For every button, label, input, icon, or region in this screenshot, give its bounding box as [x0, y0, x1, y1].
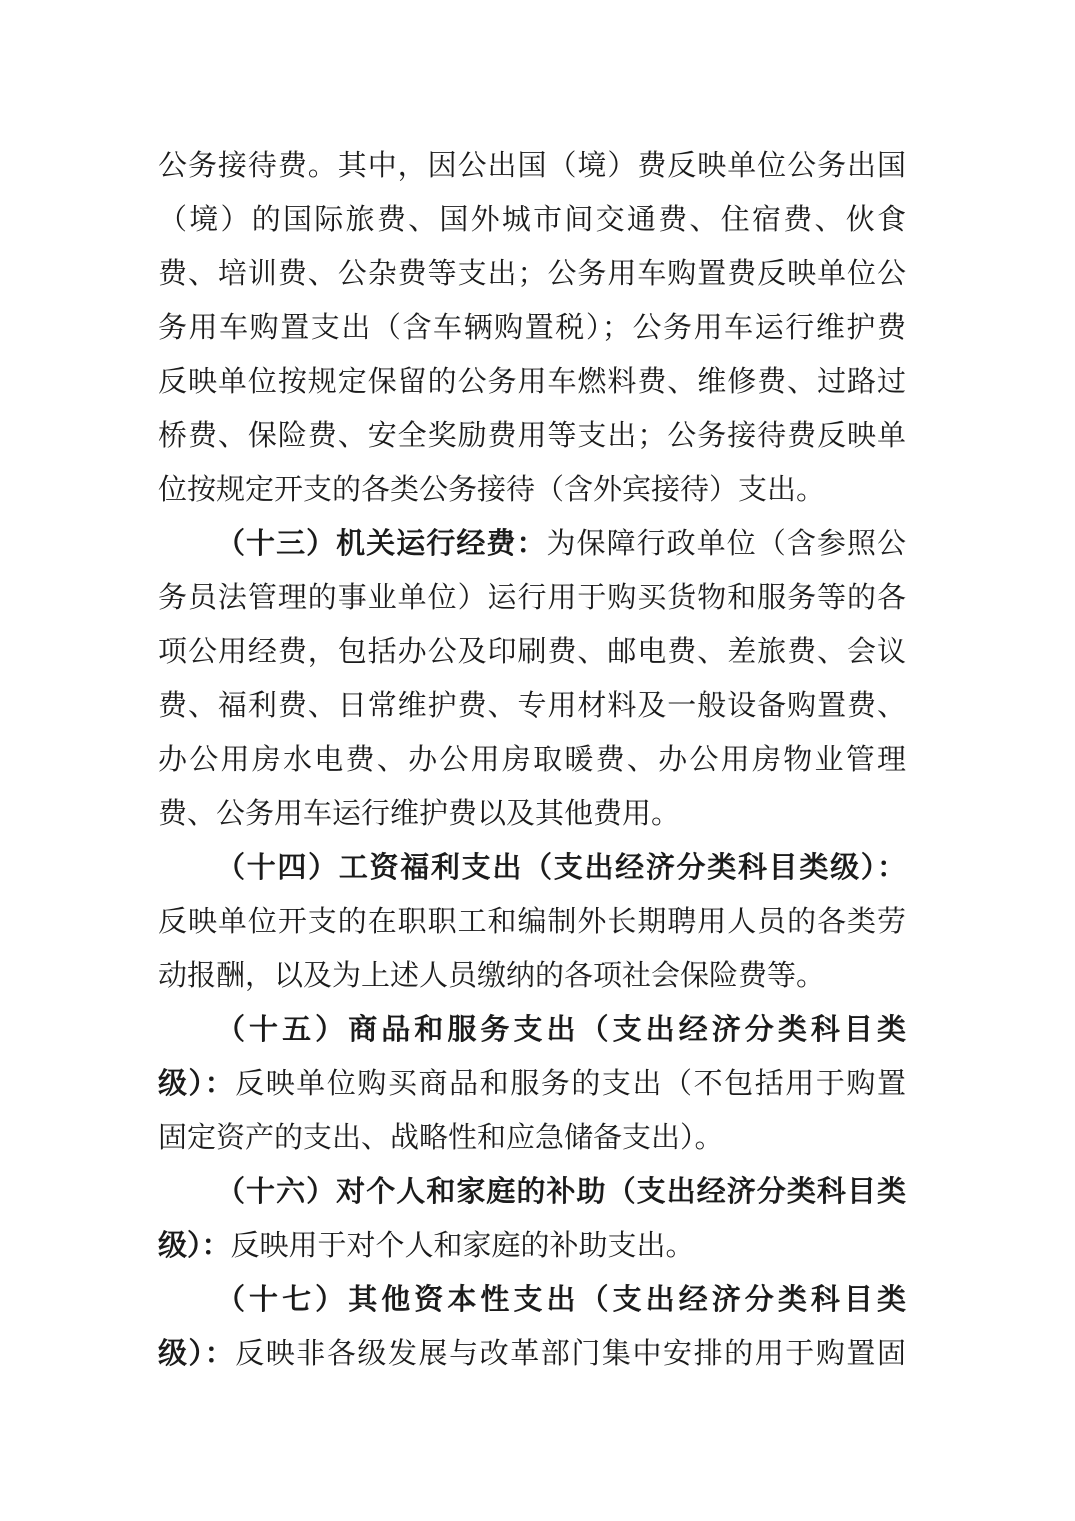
document-line — [158, 1273, 906, 1327]
document-line — [158, 625, 906, 679]
document-line — [158, 139, 906, 193]
document-line — [158, 1327, 906, 1381]
document-line — [158, 463, 906, 517]
heading-text-segment: 级）： — [158, 1338, 236, 1370]
heading-text-segment: 级）： — [158, 1230, 231, 1262]
heading-text-segment: （十四）工资福利支出（支出经济分类科目类级）： — [216, 852, 906, 884]
document-line — [158, 1219, 906, 1273]
body-text-segment: 费、公务用车运行维护费以及其他费用。 — [158, 798, 681, 830]
document-line — [158, 247, 906, 301]
body-text-segment: 动报酬，以及为上述人员缴纳的各项社会保险费等。 — [158, 960, 826, 992]
document-line — [158, 571, 906, 625]
document-line — [158, 517, 906, 571]
document-line — [158, 949, 906, 1003]
body-text-segment: 桥费、保险费、安全奖励费用等支出；公务接待费反映单 — [158, 420, 906, 452]
body-text-segment: 反映用于对个人和家庭的补助支出。 — [230, 1230, 695, 1262]
heading-text-segment: 级）： — [158, 1068, 236, 1100]
body-text-segment: 反映单位开支的在职职工和编制外长期聘用人员的各类劳 — [158, 906, 906, 938]
body-text-segment: 为保障行政单位（含参照公 — [546, 528, 906, 560]
heading-text-segment: （十三）机关运行经费： — [216, 528, 547, 560]
document-line — [158, 1057, 906, 1111]
body-text-segment: 费、福利费、日常维护费、专用材料及一般设备购置费、 — [158, 690, 906, 722]
document-line — [158, 895, 906, 949]
document-line — [158, 787, 906, 841]
document-line — [158, 1111, 906, 1165]
document-line — [158, 1165, 906, 1219]
body-text-segment: 项公用经费，包括办公及印刷费、邮电费、差旅费、会议 — [158, 636, 906, 668]
document-line — [158, 841, 906, 895]
document-line — [158, 733, 906, 787]
body-text-segment: 公务接待费。其中，因公出国（境）费反映单位公务出国 — [158, 150, 906, 182]
document-line — [158, 1003, 906, 1057]
document-line — [158, 409, 906, 463]
heading-text-segment: （十六）对个人和家庭的补助（支出经济分类科目类 — [216, 1176, 906, 1208]
heading-text-segment: （十七）其他资本性支出（支出经济分类科目类 — [216, 1284, 906, 1316]
body-text-segment: 位按规定开支的各类公务接待（含外宾接待）支出。 — [158, 474, 826, 506]
document-line — [158, 301, 906, 355]
body-text-segment: 反映非各级发展与改革部门集中安排的用于购置固 — [235, 1338, 906, 1370]
document-line — [158, 355, 906, 409]
body-text-segment: 固定资产的支出、战略性和应急储备支出）。 — [158, 1122, 724, 1154]
body-text-segment: 费、培训费、公杂费等支出；公务用车购置费反映单位公 — [158, 258, 906, 290]
document-line — [158, 193, 906, 247]
body-text-segment: 务员法管理的事业单位）运行用于购买货物和服务等的各 — [158, 582, 906, 614]
document-line — [158, 679, 906, 733]
body-text-segment: 务用车购置支出（含车辆购置税）；公务用车运行维护费 — [158, 312, 906, 344]
body-text-segment: 反映单位购买商品和服务的支出（不包括用于购置 — [235, 1068, 906, 1100]
heading-text-segment: （十五）商品和服务支出（支出经济分类科目类 — [216, 1014, 906, 1046]
body-text-segment: （境）的国际旅费、国外城市间交通费、住宿费、伙食 — [158, 204, 906, 236]
body-text-segment: 反映单位按规定保留的公务用车燃料费、维修费、过路过 — [158, 366, 906, 398]
document-body — [158, 139, 906, 1381]
body-text-segment: 办公用房水电费、办公用房取暖费、办公用房物业管理 — [158, 744, 906, 776]
